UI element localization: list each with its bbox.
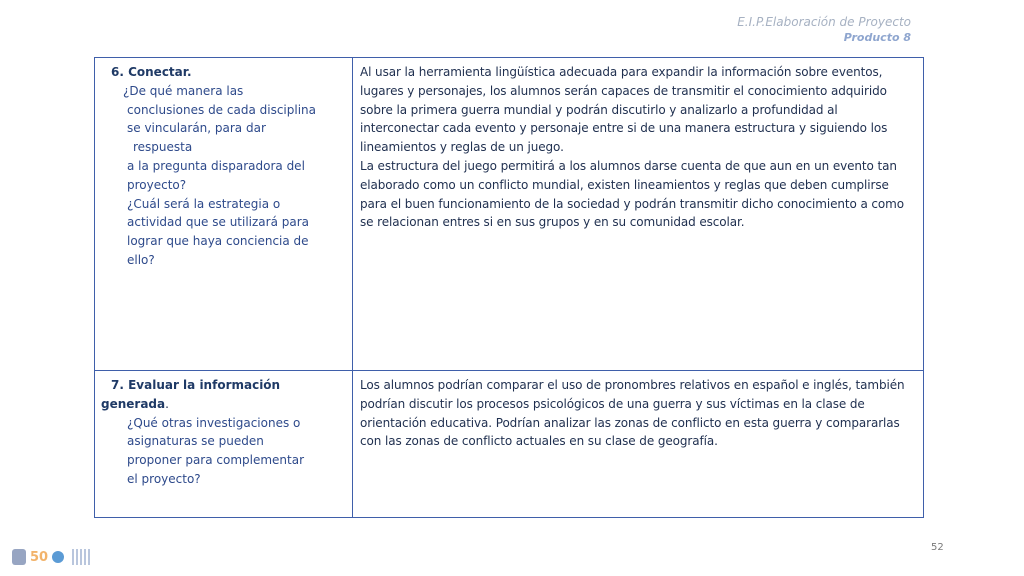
evaluate-title-cont: generada	[101, 396, 166, 411]
evaluate-answer-paragraph: Los alumnos podrían comparar el uso de pronombres relativos en español e inglés, también podrían discutir los procesos psicológicos de una guerra y sus víctimas en la clase de orientación educativa. Podrían analizar las zonas de conflicto en esta guerra y compararlas con las zonas de conflicto actuales en su clase de geografía.	[360, 378, 905, 449]
university-logo	[12, 549, 26, 565]
table-row-connect	[95, 58, 924, 371]
connect-line: respuesta	[133, 140, 193, 155]
connect-line: lograr que haya conciencia de	[127, 234, 309, 249]
connect-question-cell	[95, 58, 353, 371]
evaluate-title-period: .	[165, 396, 169, 411]
evaluate-title: 7. Evaluar la información	[111, 378, 281, 392]
institution-logo	[52, 551, 64, 563]
evaluate-line: asignaturas se pueden	[127, 434, 264, 449]
connect-line: se vincularán, para dar	[127, 121, 266, 136]
footer-logos	[12, 547, 90, 567]
project-table	[94, 57, 924, 518]
evaluate-line: el proyecto?	[127, 471, 201, 486]
header-subtitle: Producto 8	[843, 31, 911, 44]
evaluate-line: ¿Qué otras investigaciones o	[127, 415, 301, 430]
connect-line: ello?	[127, 252, 155, 267]
connect-line: a la pregunta disparadora del	[127, 158, 305, 173]
stripes-logo	[72, 549, 90, 565]
connect-answer-paragraph: Al usar la herramienta lingüística adecuada para expandir la información sobre eventos, lugares y personajes, los alumnos serán capaces de transmitir el conocimiento adquirido sobre la primera guerra mundial y podrán discutirlo y analizarlo a profundidad al interconectar cada evento y personaje entre si de una manera estructura y siguiendo los lineamientos y reglas de un juego.	[360, 65, 888, 155]
connect-title: 6. Conectar.	[111, 65, 192, 79]
table-row-evaluate	[95, 371, 924, 518]
connect-answer-cell	[353, 58, 924, 371]
page-number: 52	[931, 542, 944, 553]
connect-line: actividad que se utilizará para	[127, 215, 310, 230]
connect-line: proyecto?	[127, 177, 187, 192]
connect-line: ¿Cuál será la estrategia o	[127, 196, 281, 211]
document-header	[737, 14, 911, 46]
connect-line: ¿De qué manera las	[123, 83, 244, 98]
connect-line: conclusiones de cada disciplina	[127, 102, 316, 117]
header-title: E.I.P.Elaboración de Proyecto	[737, 15, 911, 29]
evaluate-line: proponer para complementar	[127, 453, 305, 468]
evaluate-question-cell	[95, 371, 353, 518]
connect-answer-paragraph: La estructura del juego permitirá a los alumnos darse cuenta de que aun en un evento tan elaborado como un conflicto mundial, existen lineamientos y reglas que deben cumplirse para el buen funcionamiento de la sociedad y podrán transmitir dicho conocimiento a como se relacionan entres si en sus grupos y en su comunidad escolar.	[360, 158, 904, 230]
evaluate-answer-cell	[353, 371, 924, 518]
anniversary-logo: 50	[30, 549, 49, 565]
